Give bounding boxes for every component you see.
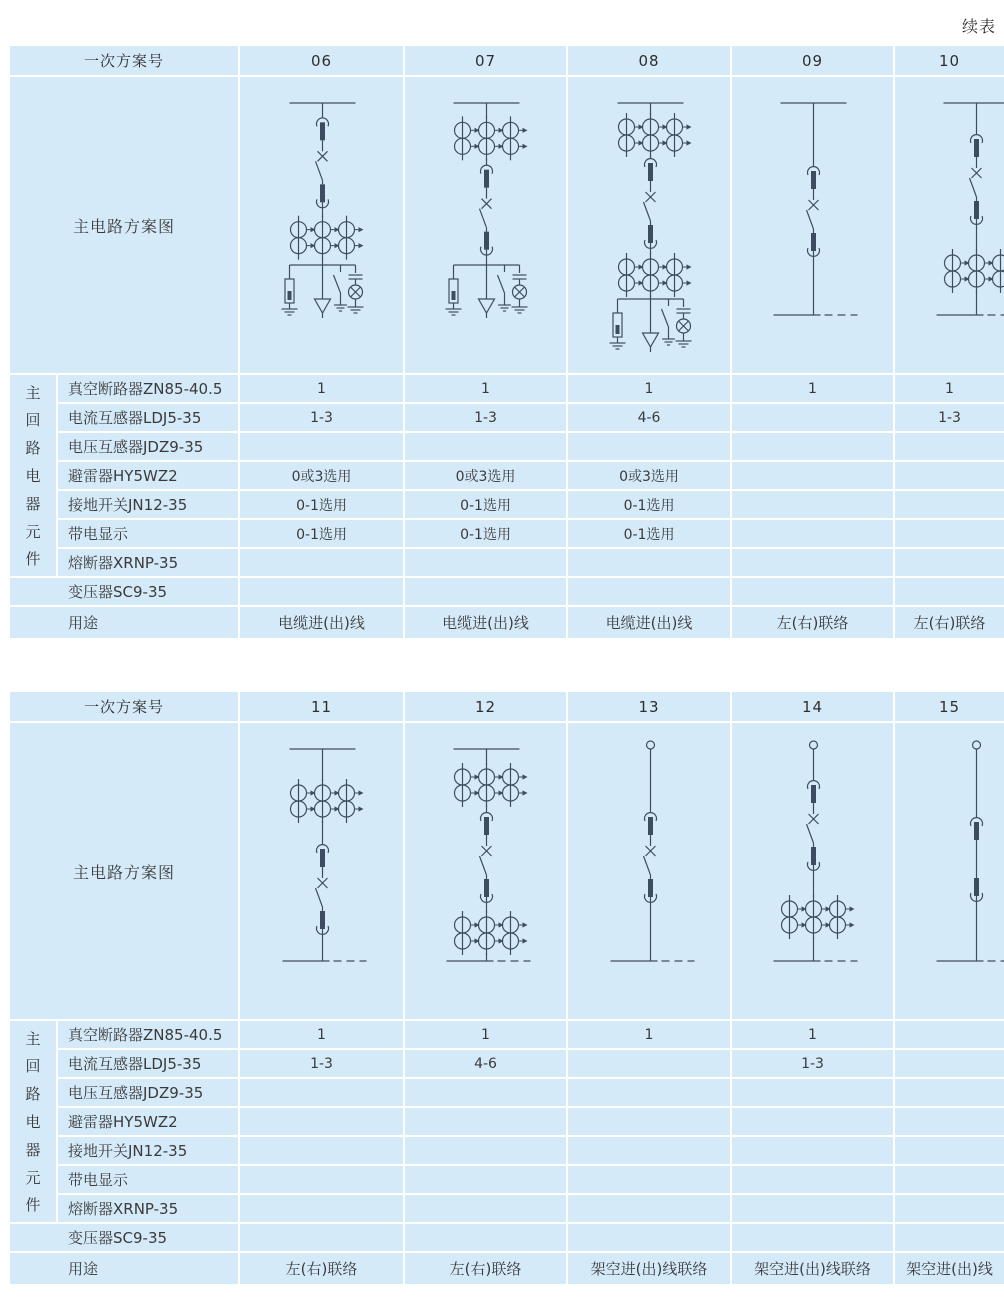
continued-table-label: 续表 — [961, 17, 996, 36]
circuit-diagram-cell-07 — [404, 76, 567, 374]
circuit-diagram-cell-15 — [894, 722, 1004, 1020]
side-label-char: 回 — [25, 1057, 41, 1076]
component-value-cell: 0-1选用 — [239, 490, 404, 519]
component-value-cell: 4-6 — [404, 1049, 567, 1078]
component-value-cell — [239, 1136, 404, 1165]
usage-value-cell: 电缆进(出)线 — [567, 606, 731, 639]
component-row-label: 电流互感器LDJ5-35 — [57, 1049, 239, 1078]
side-label-char: 路 — [25, 439, 41, 458]
component-value-cell — [731, 432, 894, 461]
component-value-cell — [239, 1165, 404, 1194]
component-value-cell: 1 — [404, 374, 567, 403]
component-value-cell — [567, 1078, 731, 1107]
scheme-number-15: 15 — [894, 691, 1004, 722]
component-value-cell — [894, 490, 1004, 519]
component-value-cell — [239, 577, 404, 606]
scheme-number-11: 11 — [239, 691, 404, 722]
component-value-cell — [404, 577, 567, 606]
component-value-cell — [731, 1165, 894, 1194]
scheme-number-09: 09 — [731, 45, 894, 76]
component-value-cell — [567, 577, 731, 606]
circuit-diagram-cell-08 — [567, 76, 731, 374]
component-value-cell: 1-3 — [239, 1049, 404, 1078]
component-value-cell — [731, 1194, 894, 1223]
component-value-cell — [894, 1194, 1004, 1223]
component-value-cell: 1 — [894, 374, 1004, 403]
component-value-cell: 1 — [731, 374, 894, 403]
component-value-cell: 1-3 — [239, 403, 404, 432]
main-circuit-diagram-label: 主电路方案图 — [9, 722, 239, 1020]
component-value-cell — [731, 1223, 894, 1252]
component-row-label: 避雷器HY5WZ2 — [57, 1107, 239, 1136]
component-row-label: 接地开关JN12-35 — [57, 1136, 239, 1165]
component-value-cell — [404, 548, 567, 577]
component-value-cell — [404, 1078, 567, 1107]
component-value-cell — [731, 519, 894, 548]
usage-value-cell: 左(右)联络 — [731, 606, 894, 639]
usage-value-cell: 左(右)联络 — [404, 1252, 567, 1285]
component-value-cell: 1 — [239, 374, 404, 403]
main-circuit-diagram-label: 主电路方案图 — [9, 76, 239, 374]
main-circuit-components-side-label — [9, 1020, 57, 1223]
component-value-cell — [894, 1136, 1004, 1165]
component-value-cell — [404, 1107, 567, 1136]
side-label-char: 件 — [25, 550, 41, 569]
side-label-char: 电 — [25, 466, 41, 485]
component-value-cell: 0-1选用 — [404, 519, 567, 548]
side-label-char: 主 — [25, 383, 41, 402]
component-value-cell — [404, 1165, 567, 1194]
component-row-label: 接地开关JN12-35 — [57, 490, 239, 519]
component-value-cell — [567, 1136, 731, 1165]
component-value-cell: 4-6 — [567, 403, 731, 432]
scheme-number-13: 13 — [567, 691, 731, 722]
component-value-cell — [404, 1136, 567, 1165]
scheme-number-07: 07 — [404, 45, 567, 76]
circuit-diagram-cell-11 — [239, 722, 404, 1020]
circuit-diagram-cell-06 — [239, 76, 404, 374]
side-label-char: 路 — [25, 1085, 41, 1104]
component-row-label: 带电显示 — [57, 519, 239, 548]
usage-value-cell: 架空进(出)线联络 — [567, 1252, 731, 1285]
scheme-number-header-label: 一次方案号 — [9, 45, 239, 76]
component-value-cell: 1 — [404, 1020, 567, 1049]
component-value-cell — [239, 1107, 404, 1136]
component-value-cell: 0-1选用 — [239, 519, 404, 548]
scheme-table — [8, 690, 1004, 1286]
scheme-number-14: 14 — [731, 691, 894, 722]
scheme-table — [8, 44, 1004, 640]
component-value-cell: 0或3选用 — [239, 461, 404, 490]
side-label-char: 主 — [25, 1029, 41, 1048]
single-line-diagram-13 — [569, 723, 730, 1019]
component-value-cell: 1 — [567, 374, 731, 403]
component-value-cell — [894, 1078, 1004, 1107]
scheme-number-06: 06 — [239, 45, 404, 76]
usage-value-cell: 电缆进(出)线 — [239, 606, 404, 639]
side-label-char: 电 — [25, 1112, 41, 1131]
circuit-diagram-cell-12 — [404, 722, 567, 1020]
component-value-cell — [567, 1107, 731, 1136]
component-value-cell — [894, 1049, 1004, 1078]
component-value-cell — [894, 548, 1004, 577]
scheme-number-10: 10 — [894, 45, 1004, 76]
component-value-cell — [567, 1194, 731, 1223]
component-row-label: 带电显示 — [57, 1165, 239, 1194]
component-value-cell — [894, 461, 1004, 490]
component-row-label: 真空断路器ZN85-40.5 — [57, 1020, 239, 1049]
component-value-cell: 1 — [567, 1020, 731, 1049]
component-value-cell — [731, 577, 894, 606]
component-value-cell — [731, 1107, 894, 1136]
component-value-cell — [731, 461, 894, 490]
component-row-label: 变压器SC9-35 — [9, 1223, 239, 1252]
component-value-cell — [731, 403, 894, 432]
component-value-cell — [404, 432, 567, 461]
component-row-label: 避雷器HY5WZ2 — [57, 461, 239, 490]
scheme-number-12: 12 — [404, 691, 567, 722]
single-line-diagram-15 — [895, 723, 1004, 1019]
component-value-cell — [894, 1165, 1004, 1194]
component-value-cell — [894, 1107, 1004, 1136]
single-line-diagram-06 — [241, 77, 402, 373]
scheme-number-header-label: 一次方案号 — [9, 691, 239, 722]
component-value-cell — [239, 1194, 404, 1223]
single-line-diagram-11 — [241, 723, 402, 1019]
circuit-diagram-cell-13 — [567, 722, 731, 1020]
component-value-cell — [239, 548, 404, 577]
single-line-diagram-09 — [732, 77, 893, 373]
component-value-cell: 0-1选用 — [404, 490, 567, 519]
component-value-cell — [894, 577, 1004, 606]
side-label-char: 器 — [25, 494, 41, 513]
usage-value-cell: 架空进(出)线 — [894, 1252, 1004, 1285]
single-line-diagram-07 — [405, 77, 566, 373]
scheme-table-11-15 — [8, 690, 1004, 1286]
component-value-cell — [567, 1223, 731, 1252]
side-label-char: 回 — [25, 411, 41, 430]
component-value-cell: 1-3 — [731, 1049, 894, 1078]
component-row-label: 电压互感器JDZ9-35 — [57, 1078, 239, 1107]
component-value-cell — [731, 548, 894, 577]
side-label-char: 元 — [25, 522, 41, 541]
component-value-cell — [567, 432, 731, 461]
component-value-cell — [894, 519, 1004, 548]
component-value-cell: 0或3选用 — [404, 461, 567, 490]
component-value-cell: 1-3 — [404, 403, 567, 432]
usage-value-cell: 左(右)联络 — [239, 1252, 404, 1285]
component-value-cell — [404, 1194, 567, 1223]
component-value-cell — [894, 432, 1004, 461]
side-label-char: 器 — [25, 1140, 41, 1159]
single-line-diagram-10 — [895, 77, 1004, 373]
component-row-label: 熔断器XRNP-35 — [57, 548, 239, 577]
single-line-diagram-08 — [569, 77, 730, 373]
component-value-cell — [731, 1078, 894, 1107]
component-value-cell — [239, 1223, 404, 1252]
component-value-cell — [731, 490, 894, 519]
component-row-label: 电流互感器LDJ5-35 — [57, 403, 239, 432]
main-circuit-components-side-label — [9, 374, 57, 577]
circuit-diagram-cell-09 — [731, 76, 894, 374]
circuit-diagram-cell-10 — [894, 76, 1004, 374]
component-value-cell — [894, 1223, 1004, 1252]
component-value-cell — [404, 1223, 567, 1252]
component-row-label: 真空断路器ZN85-40.5 — [57, 374, 239, 403]
component-value-cell: 0-1选用 — [567, 490, 731, 519]
component-value-cell: 0-1选用 — [567, 519, 731, 548]
component-value-cell — [567, 548, 731, 577]
single-line-diagram-12 — [405, 723, 566, 1019]
scheme-table-06-10 — [8, 44, 1004, 640]
component-value-cell: 1 — [239, 1020, 404, 1049]
component-value-cell: 1-3 — [894, 403, 1004, 432]
component-row-label: 熔断器XRNP-35 — [57, 1194, 239, 1223]
scheme-number-08: 08 — [567, 45, 731, 76]
usage-value-cell: 架空进(出)线联络 — [731, 1252, 894, 1285]
component-value-cell — [239, 1078, 404, 1107]
usage-value-cell: 电缆进(出)线 — [404, 606, 567, 639]
component-value-cell — [567, 1165, 731, 1194]
usage-value-cell: 左(右)联络 — [894, 606, 1004, 639]
side-label-char: 元 — [25, 1168, 41, 1187]
component-value-cell: 0或3选用 — [567, 461, 731, 490]
usage-row-label: 用途 — [9, 606, 239, 639]
component-value-cell: 1 — [731, 1020, 894, 1049]
component-value-cell — [239, 432, 404, 461]
component-value-cell — [731, 1136, 894, 1165]
component-row-label: 变压器SC9-35 — [9, 577, 239, 606]
circuit-diagram-cell-14 — [731, 722, 894, 1020]
single-line-diagram-14 — [732, 723, 893, 1019]
side-label-char: 件 — [25, 1196, 41, 1215]
component-row-label: 电压互感器JDZ9-35 — [57, 432, 239, 461]
usage-row-label: 用途 — [9, 1252, 239, 1285]
component-value-cell — [894, 1020, 1004, 1049]
component-value-cell — [567, 1049, 731, 1078]
